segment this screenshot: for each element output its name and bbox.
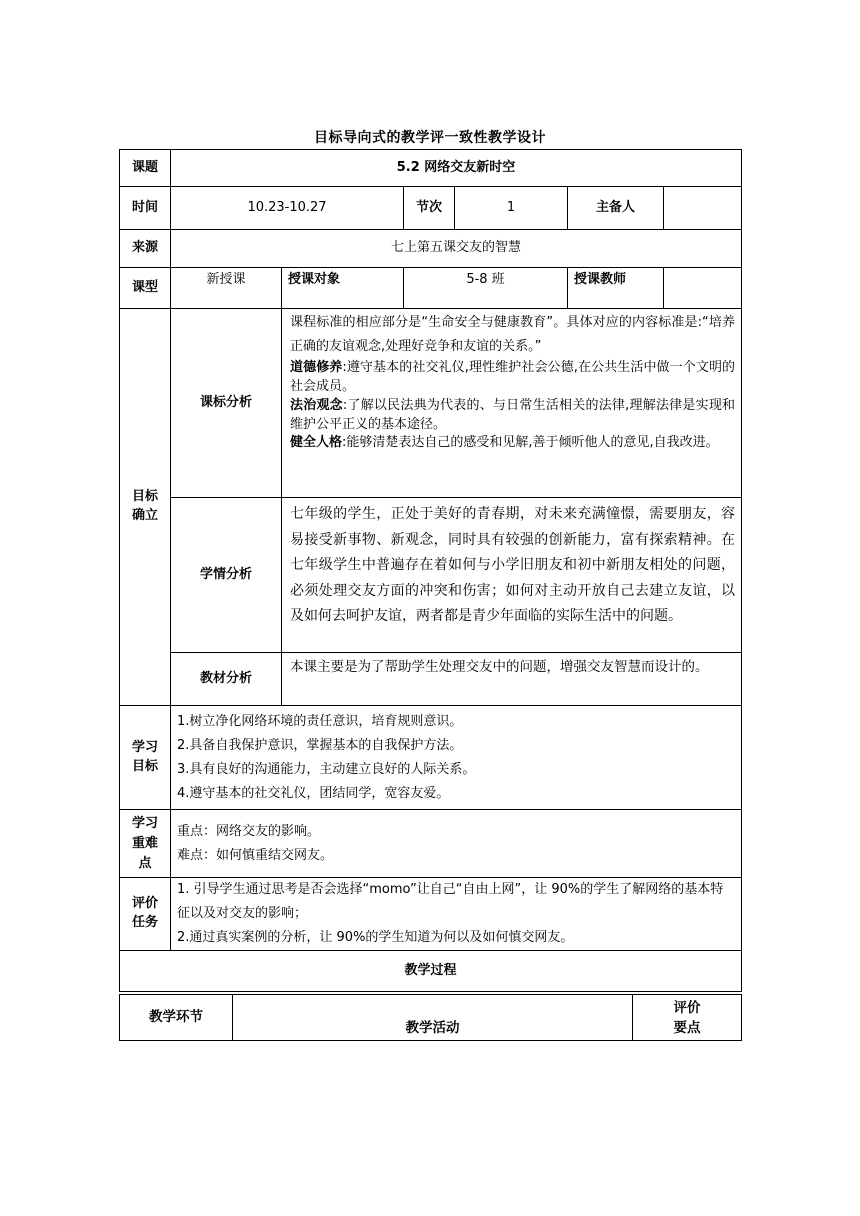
keypoints-content (171, 810, 742, 878)
source-value: 七上第五课交友的智慧 (171, 230, 742, 268)
objective-item: 3.具有良好的沟通能力，主动建立良好的人际关系。 (177, 761, 476, 777)
curriculum-analysis-content: 课程标准的相应部分是“生命安全与健康教育”。具体对应的内容标准是:“培养正确的友谊观念,处理好竞争和友谊的关系。” 道德修养:遵守基本的社交礼仪,理性维护社会公德,在公共生活中做一个文明的社会成员。 法治观念:了解以民法典为代表的、与日常生活相关的法律,理解法律是实现和维护公平正义的基本途径。 健全人格:能够清楚表达自己的感受和见解,善于倾听他人的意见,自我改进。 (282, 309, 742, 498)
objective-item: 2.具备自我保护意识，掌握基本的自我保护方法。 (177, 737, 463, 753)
tasks-label: 评价 任务 (120, 878, 171, 951)
process-col-activity: 教学活动 (233, 995, 633, 1041)
type-label: 课型 (120, 268, 171, 309)
teacher-value (664, 268, 742, 309)
curriculum-analysis-label: 课标分析 (171, 309, 282, 498)
students-analysis-label: 学情分析 (171, 498, 282, 653)
preparer-value (664, 187, 742, 230)
time-label: 时间 (120, 187, 171, 230)
preparer-label: 主备人 (568, 187, 664, 230)
process-title: 教学过程 (120, 951, 742, 992)
session-value: 1 (506, 199, 516, 215)
textbook-analysis-label: 教材分析 (171, 653, 282, 706)
task-item: 1. 引导学生通过思考是否会选择“momo”让自己“自由上网”，让 90%的学生了解网络的基本特征以及对交友的影响； (177, 882, 724, 921)
task-item: 2.通过真实案例的分析，让 90%的学生知道为何以及如何慎交网友。 (177, 930, 574, 945)
type-value: 新授课 (171, 268, 282, 309)
teacher-label: 授课教师 (568, 268, 664, 309)
key-point: 重点：网络交友的影响。 (177, 823, 321, 839)
objective-item: 4.遵守基本的社交礼仪，团结同学，宽容友爱。 (177, 785, 450, 801)
topic-label: 课题 (120, 150, 171, 187)
audience-label: 授课对象 (282, 268, 404, 309)
textbook-analysis-content: 本课主要是为了帮助学生处理交友中的问题，增强交友智慧而设计的。 (282, 653, 742, 706)
objectives-content (171, 706, 742, 810)
objectives-label: 学习 目标 (120, 706, 171, 810)
topic-value: 5.2 网络交友新时空 (171, 150, 742, 187)
students-analysis-content: 七年级的学生，正处于美好的青春期，对未来充满憧憬，需要朋友，容易接受新事物、新观念，同时具有较强的创新能力，富有探索精神。在七年级学生中普遍存在着如何与小学旧朋友和初中新朋友相处的问题，必须处理交友方面的冲突和伤害；如何对主动开放自己去建立友谊，以及如何去呵护友谊，两者都是青少年面临的实际生活中的问题。 (282, 498, 742, 653)
curriculum-item-moral: 道德修养:遵守基本的社交礼仪,理性维护社会公德,在公共生活中做一个文明的社会成员。 (290, 360, 736, 394)
process-col-evaluation: 评价 要点 (633, 995, 742, 1041)
audience-value: 5-8 班 (404, 268, 568, 309)
objective-item: 1.树立净化网络环境的责任意识，培育规则意识。 (177, 713, 463, 729)
lesson-plan-table (119, 149, 742, 992)
curriculum-item-law: 法治观念:了解以民法典为代表的、与日常生活相关的法律,理解法律是实现和维护公平正义的基本途径。 (290, 397, 736, 432)
process-header-table (119, 994, 742, 1041)
session-label: 节次 (404, 187, 455, 229)
session-cell (404, 187, 568, 230)
source-label: 来源 (120, 230, 171, 268)
keypoints-label: 学习 重难 点 (120, 810, 171, 878)
tasks-content (171, 878, 742, 951)
goal-label: 目标 确立 (120, 309, 171, 706)
time-value: 10.23-10.27 (171, 187, 404, 230)
document-title: 目标导向式的教学评一致性教学设计 (314, 130, 546, 146)
process-col-stage: 教学环节 (120, 995, 233, 1041)
difficulty-point: 难点：如何慎重结交网友。 (177, 847, 334, 863)
curriculum-item-personality: 健全人格:能够清楚表达自己的感受和见解,善于倾听他人的意见,自我改进。 (290, 435, 719, 451)
